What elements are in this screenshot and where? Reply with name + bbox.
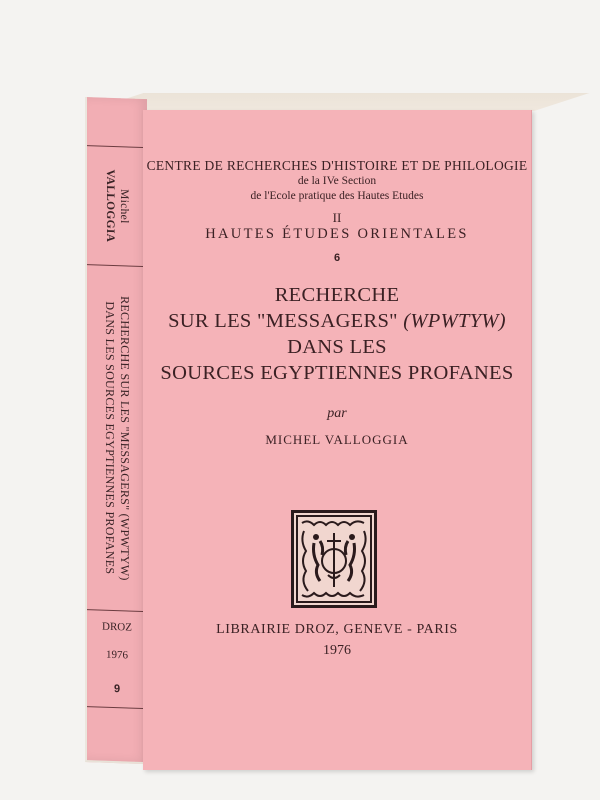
title-line1: RECHERCHE (274, 284, 400, 306)
spine-author-last: VALLOGGIA (104, 169, 116, 243)
spine-title-panel (87, 287, 147, 589)
series-name: HAUTES ÉTUDES ORIENTALES (205, 226, 469, 242)
author-name: MICHEL VALLOGGIA (265, 432, 409, 447)
publication-year: 1976 (323, 643, 351, 658)
title-line3: DANS LES (287, 336, 387, 358)
by-label: par (327, 406, 347, 421)
spine-volume: 9 (113, 683, 121, 696)
spine-publisher: DROZ (102, 620, 132, 634)
title-line2 (143, 308, 531, 334)
publisher: LIBRAIRIE DROZ, GENEVE - PARIS (216, 622, 458, 637)
spine-author-first: Michel (118, 188, 130, 224)
spine-author (103, 169, 131, 243)
printers-mark-emblem (291, 510, 377, 608)
spine-title-line2: DANS LES SOURCES EGYPTIENNES PROFANES (103, 301, 117, 575)
page-block-top (88, 93, 589, 111)
printers-mark-engraving (294, 513, 374, 605)
title-line4: SOURCES EGYPTIENNES PROFANES (160, 362, 514, 384)
spine-title-line1: RECHERCHE SUR LES "MESSAGERS" (WPWTYW) (118, 295, 132, 581)
spine-title (102, 295, 132, 581)
spine-author-panel (87, 145, 147, 267)
title-line2-main: SUR LES "MESSAGERS" (168, 310, 398, 332)
book-cover (143, 110, 532, 770)
title-line2-transliteration: (WPWTYW) (403, 310, 506, 332)
spine-year: 1976 (106, 648, 128, 662)
volume-number: 6 (333, 252, 341, 264)
book-spine (85, 97, 147, 764)
series-number: II (332, 210, 342, 225)
institution-line1: CENTRE DE RECHERCHES D'HISTOIRE ET DE PHILOLOGIE (146, 158, 528, 173)
institution-line2: de la IVe Section (297, 175, 377, 187)
institution-line3: de l'Ecole pratique des Hautes Etudes (250, 190, 424, 202)
spine-imprint-panel (87, 609, 147, 709)
